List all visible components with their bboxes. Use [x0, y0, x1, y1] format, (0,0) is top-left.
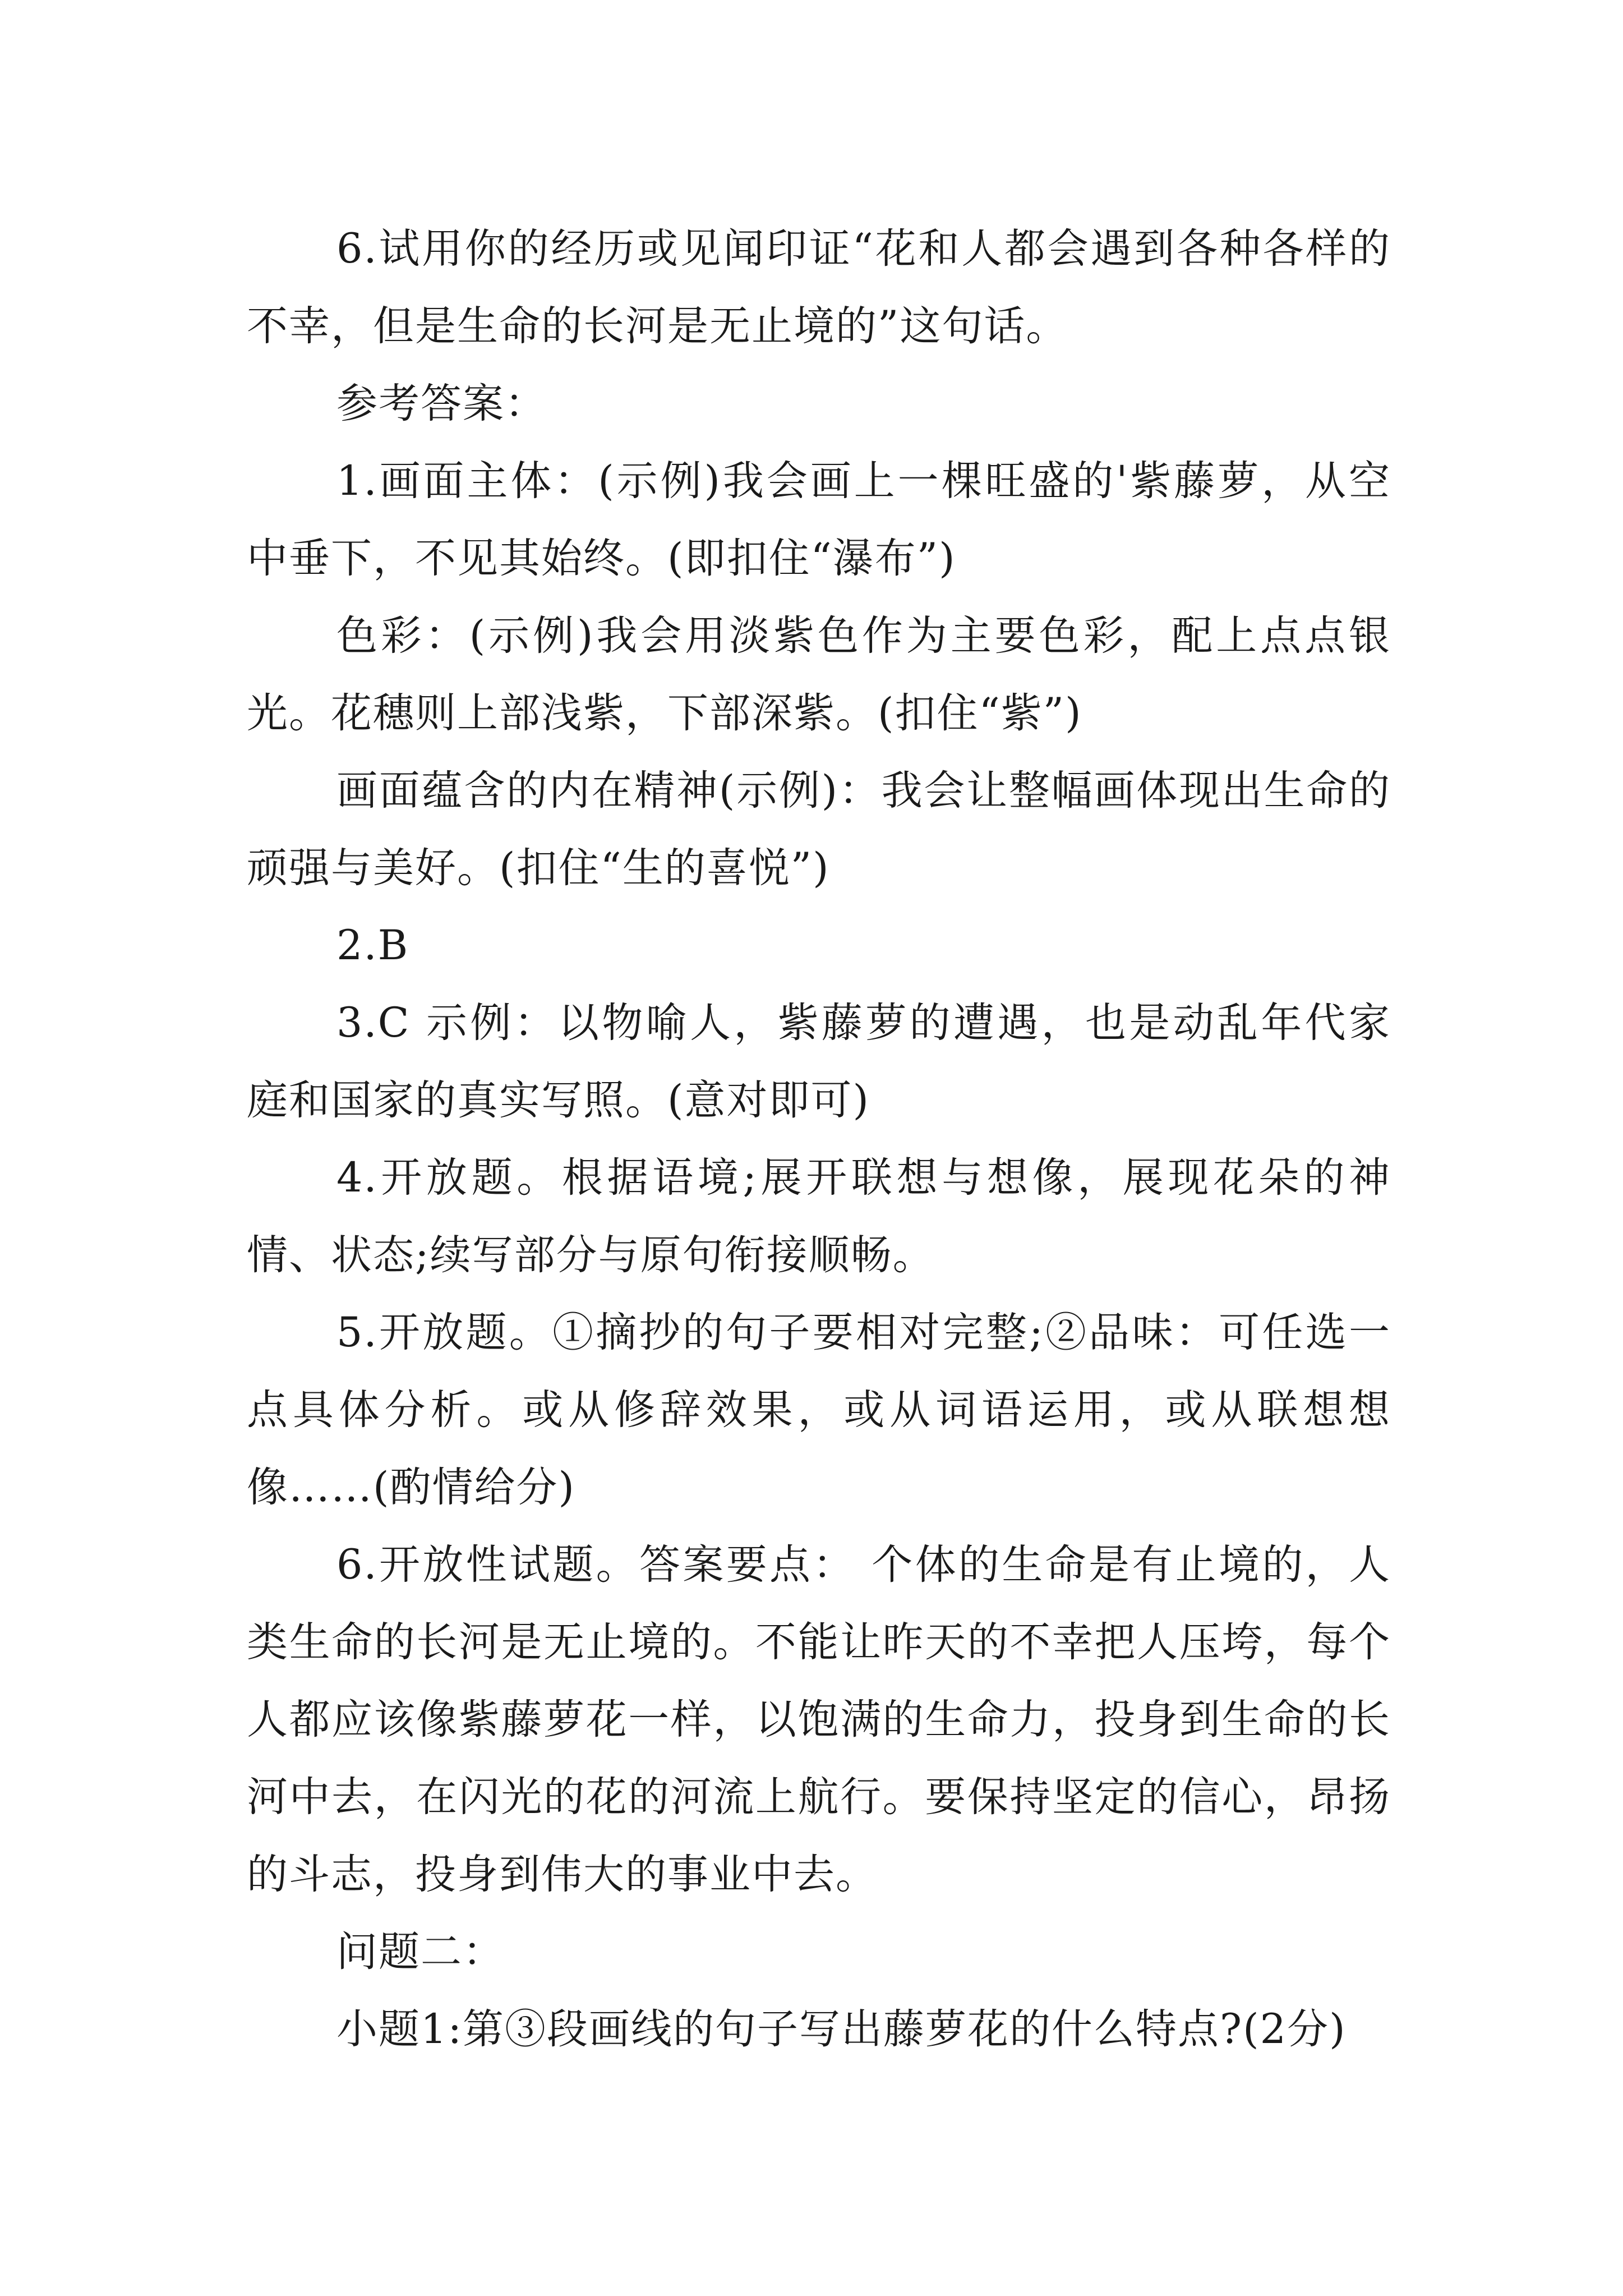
answer-1-spirit: 画面蕴含的内在精神(示例)：我会让整幅画体现出生命的顽强与美好。(扣住“生的喜悦”)	[247, 767, 1391, 892]
answer-6: 6.开放性试题。答案要点： 个体的生命是有止境的，人类生命的长河是无止境的。不能让昨天的不幸把人压垮，每个人都应该像紫藤萝花一样，以饱满的生命力，投身到生命的长河中去，在闪光的花的河流上航行。要保持坚定的信心，昂扬的斗志，投身到伟大的事业中去。	[247, 1541, 1391, 1898]
answer-5: 5.开放题。①摘抄的句子要相对完整;②品味：可任选一点具体分析。或从修辞效果，或从词语运用，或从联想想像……(酌情给分)	[247, 1309, 1391, 1511]
question-6: 6.试用你的经历或见闻印证“花和人都会遇到各种各样的不幸，但是生命的长河是无止境的”这句话。	[247, 225, 1391, 350]
answer-1-color: 色彩：(示例)我会用淡紫色作为主要色彩，配上点点银光。花穗则上部浅紫，下部深紫。(扣住“紫”)	[247, 612, 1391, 737]
answer-4: 4.开放题。根据语境;展开联想与想像，展现花朵的神情、状态;续写部分与原句衔接顺畅。	[247, 1154, 1391, 1279]
answer-3: 3.C 示例：以物喻人，紫藤萝的遭遇，也是动乱年代家庭和国家的真实写照。(意对即可)	[247, 999, 1391, 1124]
sub-question-1: 小题1:第③段画线的句子写出藤萝花的什么特点?(2分)	[336, 2005, 1347, 2053]
question-two-heading: 问题二：	[336, 1928, 505, 1976]
document-body	[247, 210, 1391, 2068]
answer-heading: 参考答案：	[336, 380, 547, 427]
answer-1-subject: 1.画面主体：(示例)我会画上一棵旺盛的'紫藤萝，从空中垂下，不见其始终。(即扣住“瀑布”)	[247, 457, 1391, 582]
answer-2: 2.B	[336, 922, 409, 969]
